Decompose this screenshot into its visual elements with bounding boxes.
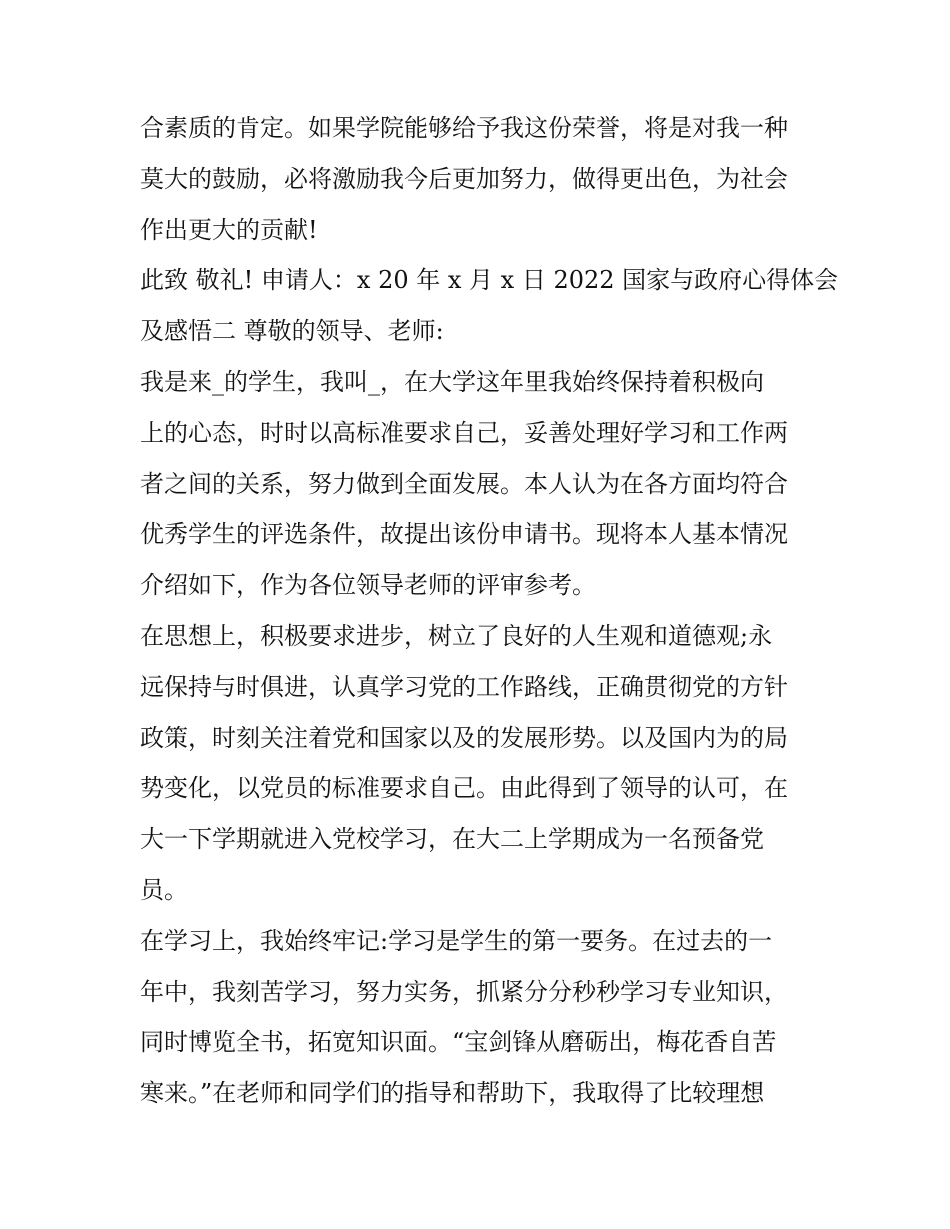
text-line: 我是来_的学生，我叫_，在大学这年里我始终保持着积极向 xyxy=(140,367,764,396)
text-line: 大一下学期就进入党校学习，在大二上学期成为一名预备党 xyxy=(140,825,764,854)
text-line: 在学习上，我始终牢记:学习是学生的第一要务。在过去的一 xyxy=(140,926,773,955)
text-line: 员。 xyxy=(140,875,188,904)
text-line: 在思想上，积极要求进步，树立了良好的人生观和道德观;永 xyxy=(140,621,773,650)
document-body xyxy=(140,103,839,1119)
text-line: 者之间的关系，努力做到全面发展。本人认为在各方面均符合 xyxy=(140,469,788,498)
text-line: 势变化，以党员的标准要求自己。由此得到了领导的认可，在 xyxy=(140,774,788,803)
text-line: 同时博览全书，拓宽知识面。“宝剑锋从磨砺出，梅花香自苦 xyxy=(140,1028,777,1057)
text-line: 政策，时刻关注着党和国家以及的发展形势。以及国内为的局 xyxy=(140,723,788,752)
text-line: 优秀学生的评选条件，故提出该份申请书。现将本人基本情况 xyxy=(140,520,788,549)
text-line: 远保持与时俱进，认真学习党的工作路线，正确贯彻党的方针 xyxy=(140,672,788,701)
text-line: 此致 敬礼! 申请人：x 20 年 x 月 x 日 2022 国家与政府心得体会 xyxy=(140,266,839,295)
text-line: 年中，我刻苦学习，努力实务，抓紧分分秒秒学习专业知识， xyxy=(140,977,788,1006)
text-line: 合素质的肯定。如果学院能够给予我这份荣誉，将是对我一种 xyxy=(140,114,788,142)
text-line: 莫大的鼓励，必将激励我今后更加努力，做得更出色，为社会 xyxy=(140,164,788,193)
text-line: 介绍如下，作为各位领导老师的评审参考。 xyxy=(140,571,596,600)
text-line: 寒来。”在老师和同学们的指导和帮助下，我取得了比较理想 xyxy=(140,1079,765,1108)
text-line: 上的心态，时时以高标准要求自己，妥善处理好学习和工作两 xyxy=(140,418,788,447)
text-line: 及感悟二 尊敬的领导、老师: xyxy=(140,317,444,346)
text-line: 作出更大的贡献! xyxy=(140,215,318,244)
